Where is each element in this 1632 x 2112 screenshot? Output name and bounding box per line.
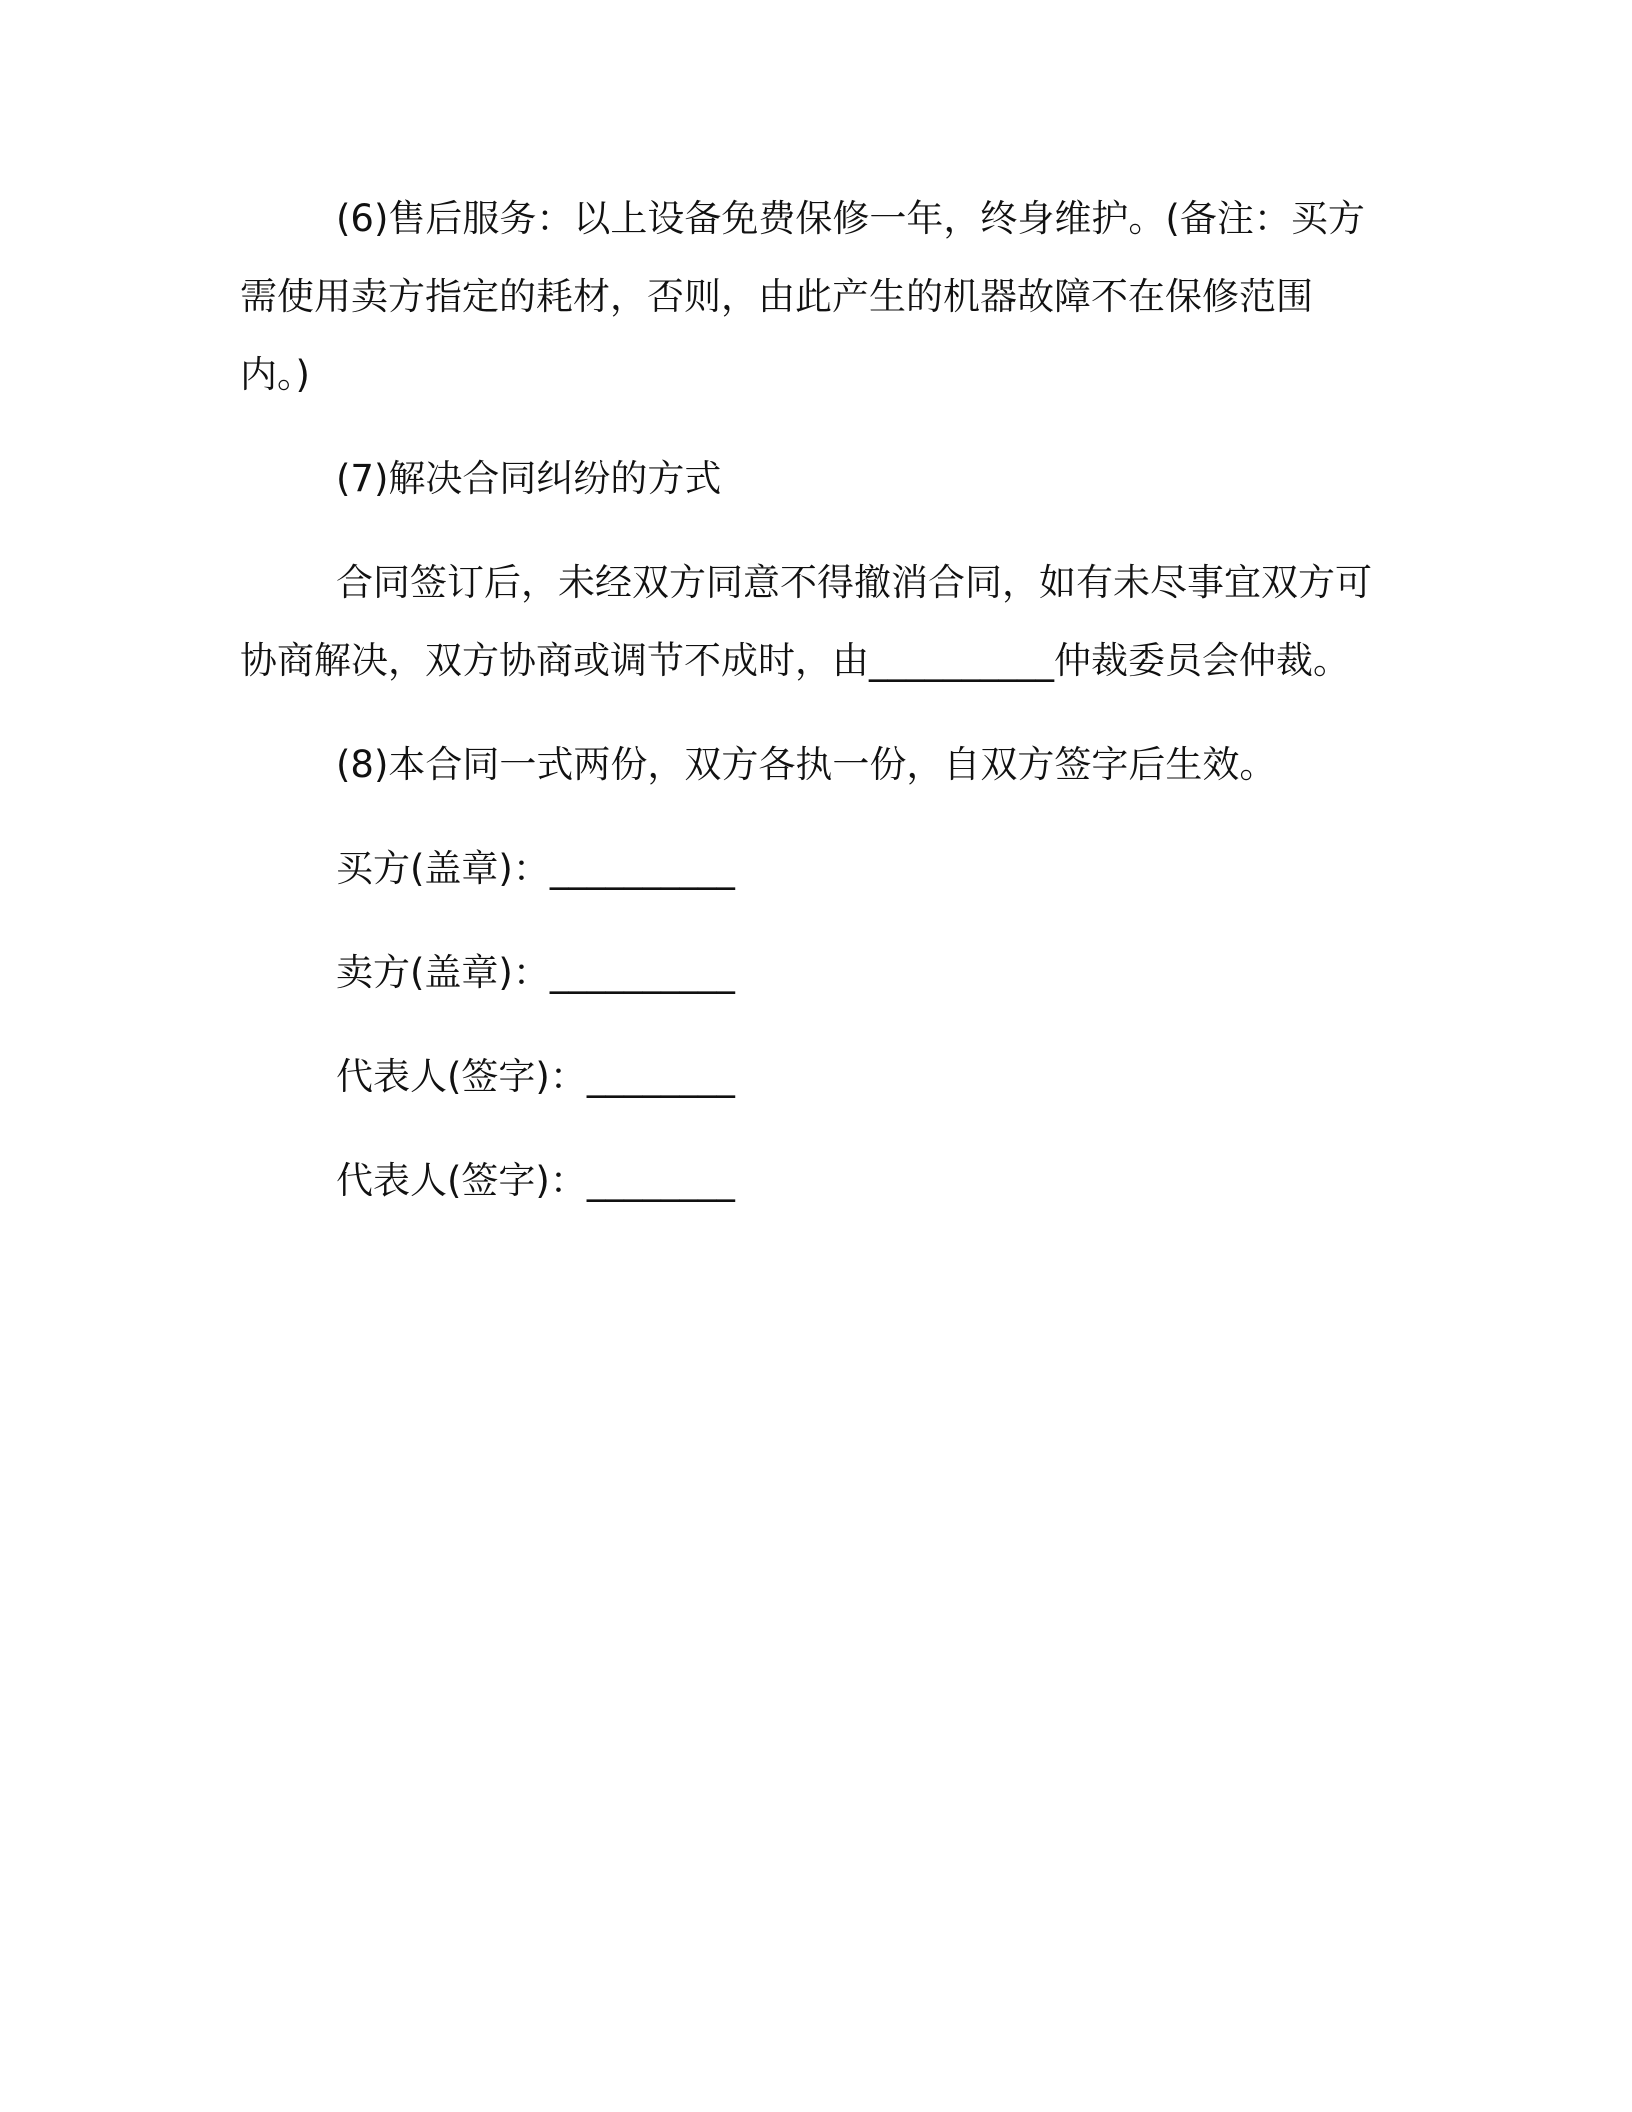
clause-8-copies: (8)本合同一式两份，双方各执一份，自双方签字后生效。 [336,743,1277,786]
document-body [240,180,1380,1220]
seller-seal-line: 卖方(盖章)：__________ [336,951,735,994]
clause-7-dispute-text: 合同签订后，未经双方同意不得撤消合同，如有未尽事宜双方可协商解决，双方协商或调节不成时，由__________仲裁委员会仲裁。 [240,561,1372,682]
representative-signature-line: 代表人(签字)：________ [336,1055,735,1098]
clause-7-heading: (7)解决合同纠纷的方式 [336,457,722,500]
buyer-seal-line: 买方(盖章)：__________ [336,847,735,890]
representative-signature-line: 代表人(签字)：________ [336,1159,735,1202]
clause-6-after-sales: (6)售后服务：以上设备免费保修一年，终身维护。(备注：买方需使用卖方指定的耗材，否则，由此产生的机器故障不在保修范围内。) [240,197,1365,396]
